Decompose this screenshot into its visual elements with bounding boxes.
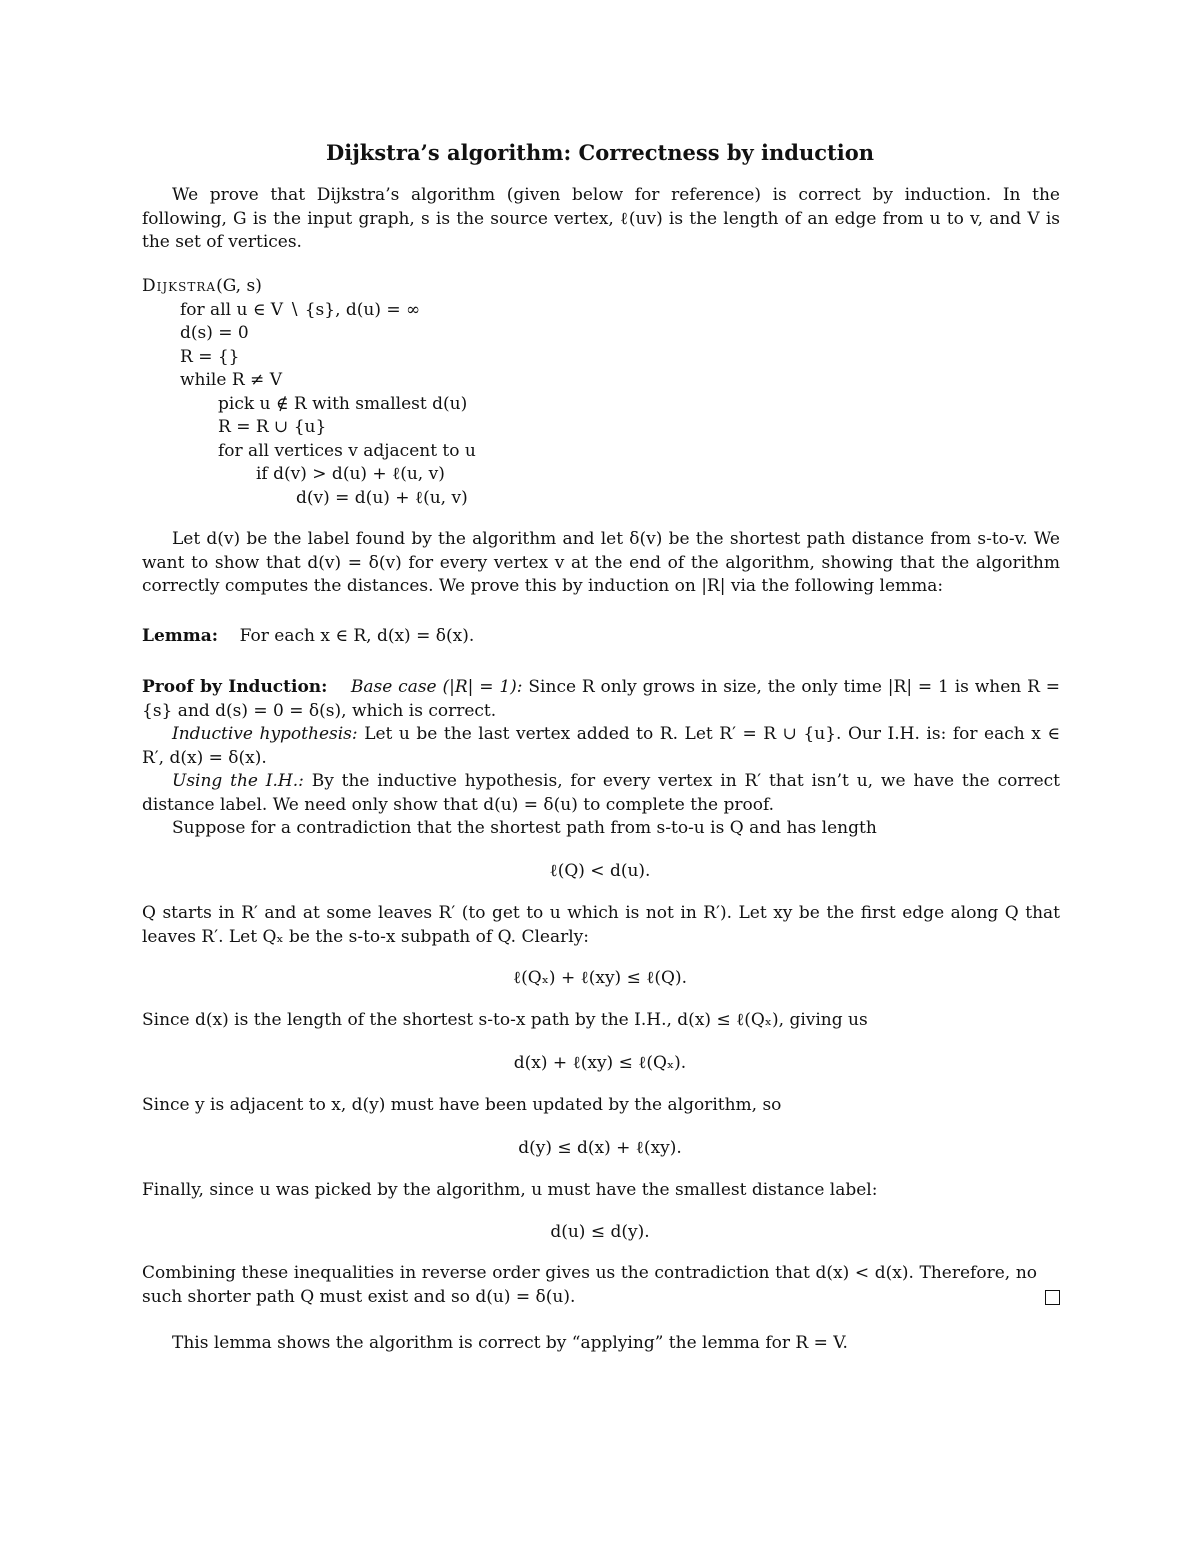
algorithm-line: R = R ∪ {u} bbox=[218, 417, 327, 437]
q-paragraph: Q starts in R′ and at some leaves R′ (to get to u which is not in R′). Let xy be the first edge along Q that leaves R′. Let Qₓ be the s-to-x subpath of Q. Clearly: bbox=[142, 903, 1060, 947]
base-case-label: Base case (|R| = 1): bbox=[350, 677, 523, 697]
lemma-text: For each x ∈ R, d(x) = δ(x). bbox=[239, 626, 475, 646]
intro-paragraph: We prove that Dijkstra’s algorithm (given below for reference) is correct by induction. In the following, G is the input graph, s is the source vertex, ℓ(uv) is the length of an edge from u to v, and V is the set of vertices. bbox=[142, 185, 1060, 252]
using-text: By the inductive hypothesis, for every vertex in R′ that isn’t u, we have the correct distance label. We need only show that d(u) = δ(u) to complete the proof. bbox=[142, 771, 1060, 815]
equation-1: ℓ(Q) < d(u). bbox=[549, 861, 651, 881]
since-paragraph-2: Since y is adjacent to x, d(y) must have been updated by the algorithm, so bbox=[142, 1095, 782, 1115]
algorithm-line: for all u ∈ V ∖ {s}, d(u) = ∞ bbox=[180, 299, 421, 320]
equation-3: d(x) + ℓ(xy) ≤ ℓ(Qₓ). bbox=[513, 1053, 687, 1073]
inductive-hypothesis bbox=[142, 723, 1060, 770]
equation-4: d(y) ≤ d(x) + ℓ(xy). bbox=[518, 1138, 682, 1158]
algorithm-header bbox=[142, 275, 476, 299]
page-title: Dijkstra’s algorithm: Correctness by induction bbox=[326, 140, 874, 165]
algorithm-signature: (G, s) bbox=[216, 276, 262, 296]
conclusion-paragraph: This lemma shows the algorithm is correct by “applying” the lemma for R = V. bbox=[172, 1333, 848, 1353]
combining-paragraph: Combining these inequalities in reverse order gives us the contradiction that d(x) < d(x). Therefore, no such shorter path Q must exist and so d(u) = δ(u). bbox=[142, 1263, 1037, 1307]
lemma bbox=[142, 625, 1060, 649]
proof-base-case bbox=[142, 676, 1060, 723]
using-label: Using the I.H.: bbox=[172, 771, 304, 791]
algorithm-block bbox=[142, 275, 476, 510]
algorithm-line: d(v) = d(u) + ℓ(u, v) bbox=[296, 487, 468, 508]
setup-paragraph: Let d(v) be the label found by the algorithm and let δ(v) be the shortest path distance from s-to-v. We want to show that d(v) = δ(v) for every vertex v at the end of the algorithm, showing that the algorithm correctly computes the distances. We prove this by induction on |R| via the following lemma: bbox=[142, 529, 1060, 596]
ih-text: Let u be the last vertex added to R. Let R′ = R ∪ {u}. Our I.H. is: for each x ∈ R′, d(x) = δ(x). bbox=[142, 724, 1060, 768]
qed-square-icon bbox=[1045, 1290, 1060, 1305]
since-paragraph-1: Since d(x) is the length of the shortest s-to-x path by the I.H., d(x) ≤ ℓ(Qₓ), giving us bbox=[142, 1010, 868, 1030]
suppose-paragraph: Suppose for a contradiction that the shortest path from s-to-u is Q and has length bbox=[172, 818, 877, 838]
equation-2: ℓ(Qₓ) + ℓ(xy) ≤ ℓ(Q). bbox=[512, 968, 687, 988]
finally-paragraph: Finally, since u was picked by the algorithm, u must have the smallest distance label: bbox=[142, 1180, 878, 1200]
algorithm-line: R = {} bbox=[180, 346, 240, 367]
algorithm-line: pick u ∉ R with smallest d(u) bbox=[218, 393, 468, 414]
algorithm-name: Dijkstra bbox=[142, 276, 217, 296]
lemma-label: Lemma: bbox=[142, 626, 219, 646]
algorithm-line: while R ≠ V bbox=[180, 370, 282, 390]
algorithm-line: d(s) = 0 bbox=[180, 323, 249, 343]
equation-5: d(u) ≤ d(y). bbox=[550, 1222, 650, 1242]
ih-label: Inductive hypothesis: bbox=[172, 724, 358, 744]
algorithm-line: for all vertices v adjacent to u bbox=[218, 440, 476, 461]
using-ih bbox=[142, 770, 1060, 817]
base-case-text: Since R only grows in size, the only time |R| = 1 is when R = {s} and d(s) = 0 = δ(s), which is correct. bbox=[142, 677, 1061, 721]
proof-label: Proof by Induction: bbox=[142, 677, 328, 697]
algorithm-line: if d(v) > d(u) + ℓ(u, v) bbox=[256, 464, 445, 484]
